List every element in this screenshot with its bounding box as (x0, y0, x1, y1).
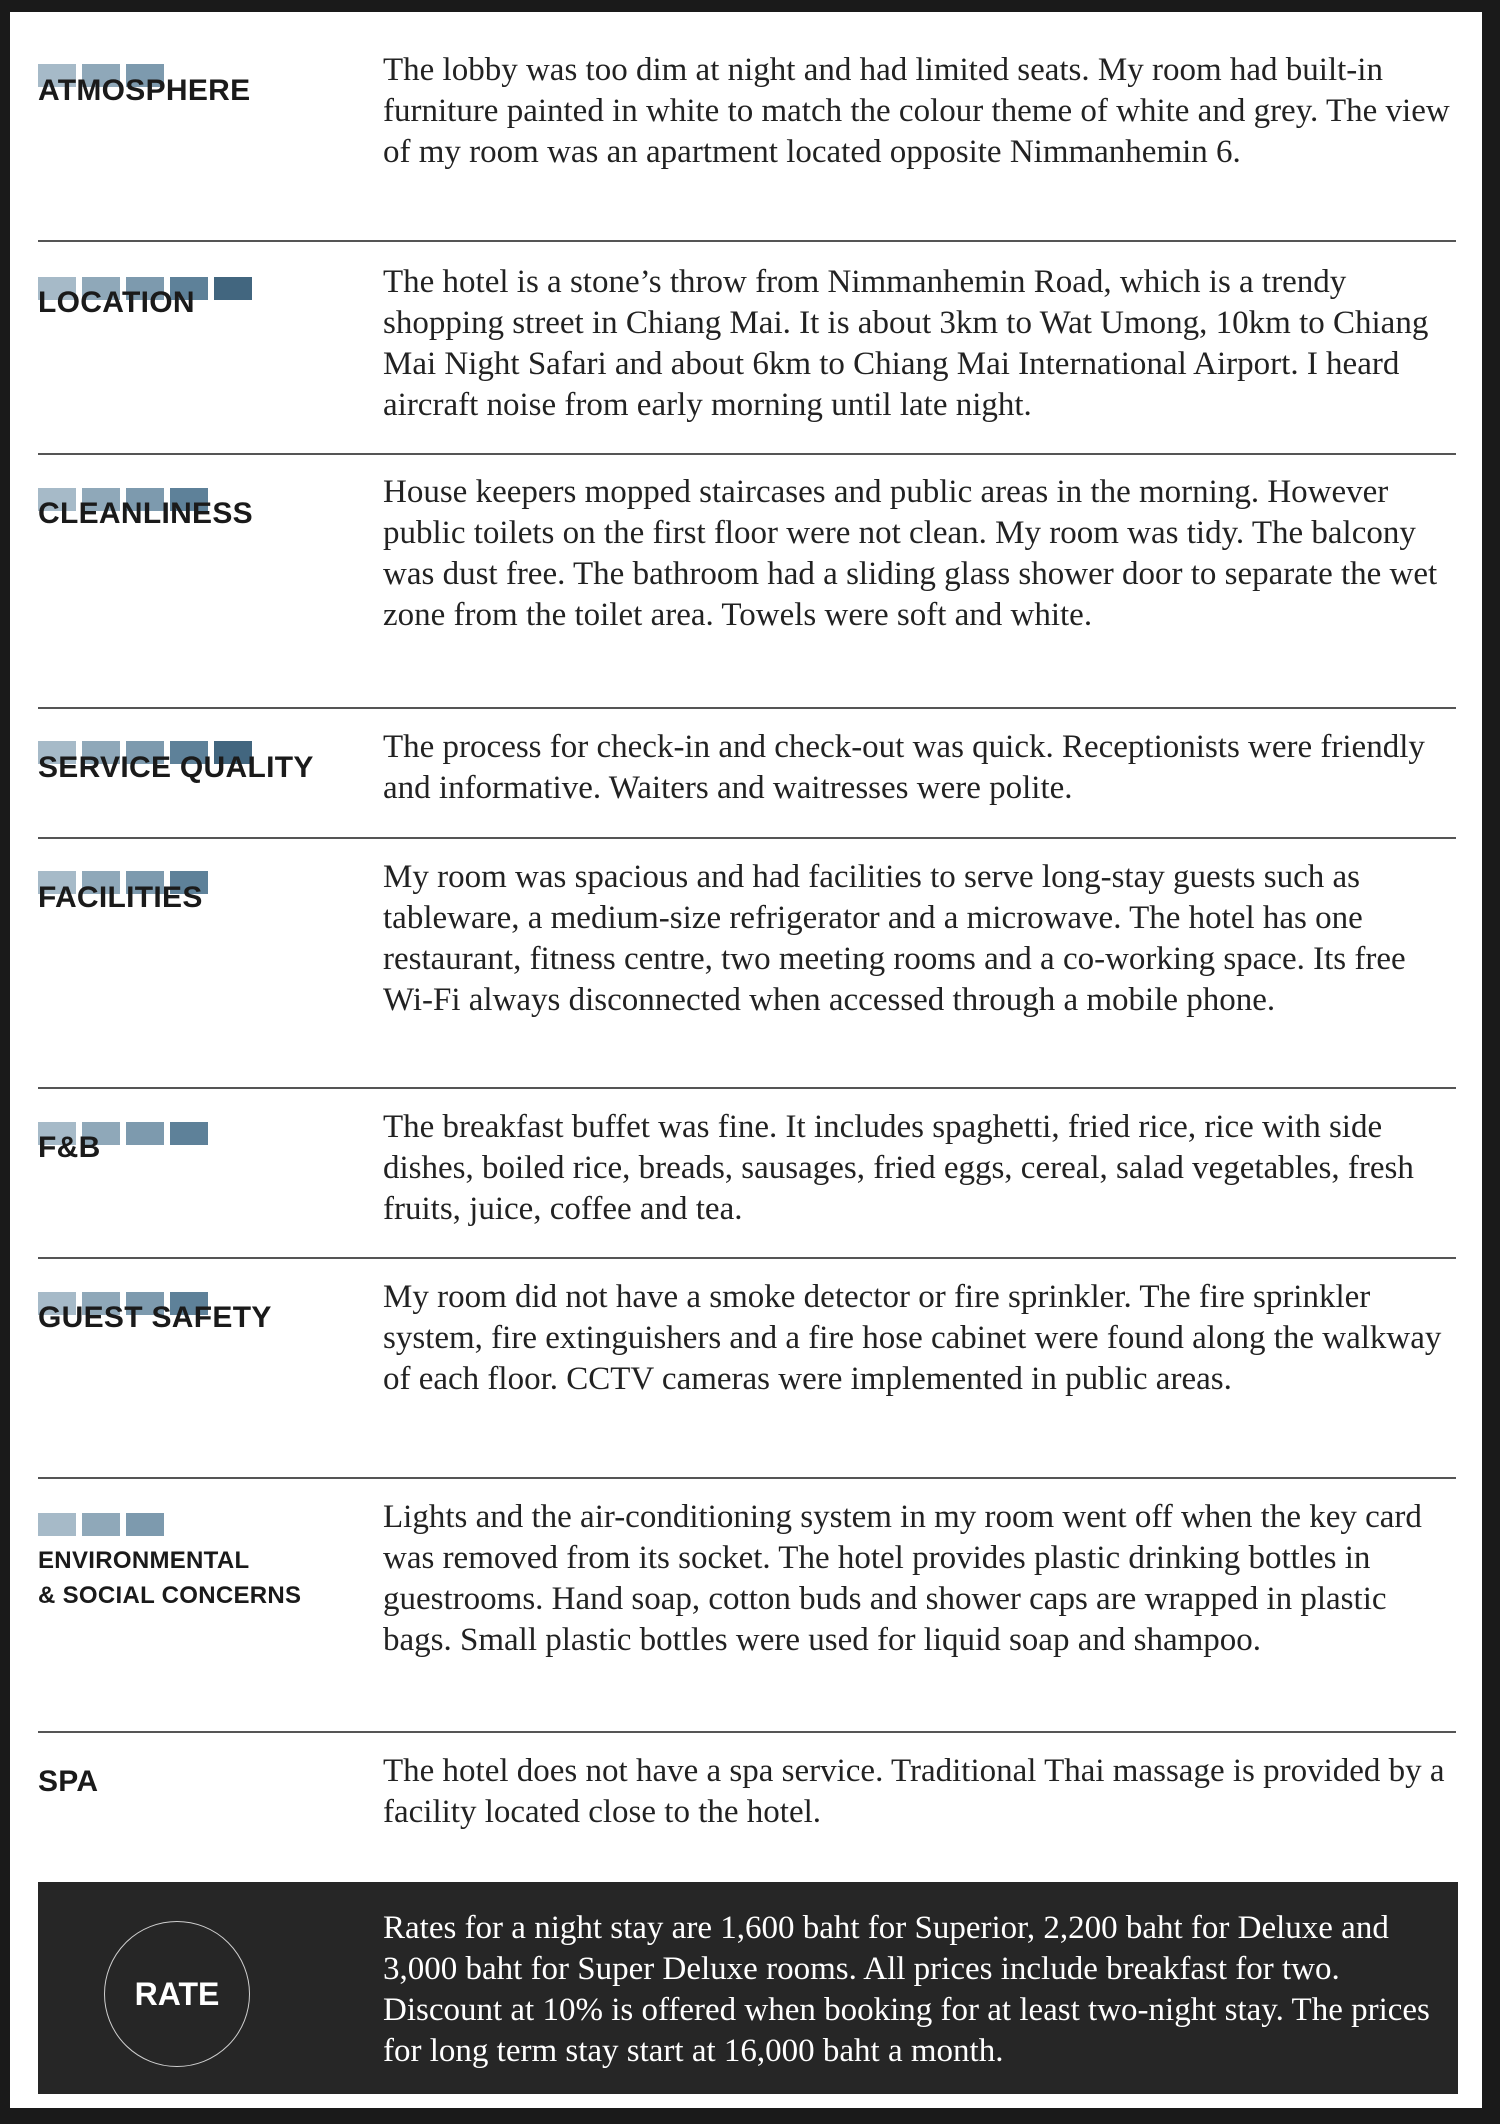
review-text: The hotel is a stone’s throw from Nimmanhemin Road, which is a trendy shopping street in Chiang Mai. It is about 3km to Wat Umong, 10km to Chiang Mai Night Safari and about 6km to Chiang Mai International Airport. I heard aircraft noise from early morning until late night. (383, 264, 1429, 423)
rating-bars (38, 1513, 164, 1536)
review-row (38, 455, 1456, 709)
review-text: The lobby was too dim at night and had limited seats. My room had built-in furniture painted in white to match the colour theme of white and grey. The view of my room was an apartment located opposite Nimmanhemin 6. (383, 52, 1450, 170)
rating-bar (126, 1513, 164, 1536)
category-column (38, 242, 383, 453)
review-row (38, 1089, 1456, 1259)
category-column (38, 12, 383, 240)
category-label: SPA (38, 1765, 99, 1798)
review-text: The process for check-in and check-out was quick. Receptionists were friendly and informative. Waiters and waitresses were polite. (383, 729, 1425, 806)
review-text: House keepers mopped staircases and public areas in the morning. However public toilets on the first floor were not clean. My room was tidy. The balcony was dust free. The bathroom had a sliding glass shower door to separate the wet zone from the toilet area. Towels were soft and white. (383, 474, 1438, 633)
review-row (38, 242, 1456, 455)
rate-badge: RATE (104, 1921, 250, 2067)
review-text: My room did not have a smoke detector or fire sprinkler. The fire sprinkler system, fire extinguishers and a fire hose cabinet were found along the walkway of each floor. CCTV cameras were implemented in public areas. (383, 1279, 1442, 1397)
review-row (38, 12, 1456, 242)
category-label: ATMOSPHERE (38, 74, 251, 107)
category-label: GUEST SAFETY (38, 1301, 272, 1334)
category-column (38, 1733, 383, 1858)
review-row (38, 1479, 1456, 1733)
review-text: The hotel does not have a spa service. Traditional Thai massage is provided by a facility located close to the hotel. (383, 1753, 1445, 1830)
category-column (38, 455, 383, 707)
category-label: FACILITIES (38, 881, 203, 914)
category-label: LOCATION (38, 286, 195, 319)
category-label: F&B (38, 1131, 101, 1164)
rate-text: Rates for a night stay are 1,600 baht for Superior, 2,200 baht for Deluxe and 3,000 baht for Super Deluxe rooms. All prices include breakfast for two. Discount at 10% is offered when booking for at least two-night stay. The prices for long term stay start at 16,000 baht a month. (383, 1910, 1430, 2069)
review-text: The breakfast buffet was fine. It includes spaghetti, fried rice, rice with side dishes, boiled rice, breads, sausages, fried eggs, cereal, salad vegetables, fresh fruits, juice, coffee and tea. (383, 1109, 1414, 1227)
rating-bar (126, 1122, 164, 1145)
category-label: ENVIRONMENTAL & SOCIAL CONCERNS (38, 1547, 302, 1609)
review-text: Lights and the air-conditioning system in my room went off when the key card was removed from its socket. The hotel provides plastic drinking bottles in guestrooms. Hand soap, cotton buds and shower caps are wrapped in plastic bags. Small plastic bottles were used for liquid soap and shampoo. (383, 1499, 1422, 1658)
rating-bar (82, 1513, 120, 1536)
review-row (38, 709, 1456, 839)
review-row (38, 1733, 1456, 1858)
category-column (38, 839, 383, 1087)
review-row (38, 839, 1456, 1089)
review-text: My room was spacious and had facilities to serve long-stay guests such as tableware, a medium-size refrigerator and a microwave. The hotel has one restaurant, fitness centre, two meeting rooms and a co-working space. Its free Wi-Fi always disconnected when accessed through a mobile phone. (383, 859, 1406, 1018)
rating-bar (38, 1513, 76, 1536)
category-column (38, 709, 383, 837)
category-column (38, 1089, 383, 1257)
rating-bar (170, 1122, 208, 1145)
rate-box (38, 1882, 1458, 2094)
category-label: CLEANLINESS (38, 497, 253, 530)
rating-bar (214, 277, 252, 300)
category-label: SERVICE QUALITY (38, 751, 314, 784)
review-row (38, 1259, 1456, 1479)
review-page (10, 12, 1482, 2108)
category-column (38, 1259, 383, 1477)
category-column (38, 1479, 383, 1731)
